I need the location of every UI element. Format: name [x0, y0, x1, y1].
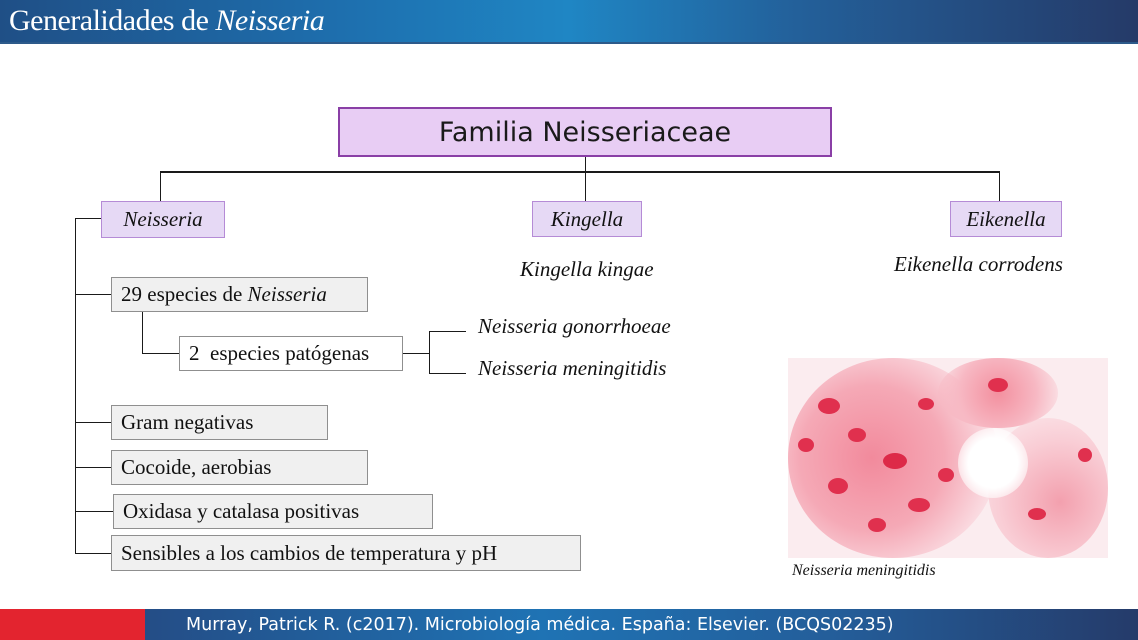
- branch-gram: [75, 422, 111, 423]
- nucleus: [818, 398, 840, 414]
- title-italic: Neisseria: [215, 4, 325, 37]
- species-count-text: 29 especies de: [121, 282, 248, 306]
- genus-eikenella-box: Eikenella: [950, 201, 1062, 237]
- nucleus: [1028, 508, 1046, 520]
- trait-oxidasa-catalasa: Oxidasa y catalasa positivas: [113, 494, 433, 529]
- branch-neisseria: [75, 218, 101, 219]
- title-prefix: Generalidades de: [9, 4, 216, 37]
- cell-blob: [958, 428, 1028, 498]
- nucleus: [908, 498, 930, 512]
- species-eikenella-corrodens: Eikenella corrodens: [894, 252, 1063, 276]
- nucleus: [883, 453, 907, 469]
- slide-header: [0, 0, 1138, 44]
- nucleus: [988, 378, 1008, 392]
- species-neisseria-meningitidis: Neisseria meningitidis: [478, 356, 667, 380]
- pathogen-stem: [402, 353, 429, 354]
- eikenella-drop-line: [999, 171, 1000, 202]
- pathogenic-species-box: [179, 336, 403, 371]
- pathogen-fork-top: [429, 331, 466, 332]
- pathogen-fork-bottom: [429, 373, 466, 374]
- sub-branch-vertical: [142, 311, 143, 353]
- slide-title: [9, 2, 324, 40]
- trait-gram-negativas: Gram negativas: [111, 405, 328, 440]
- footer-citation: Murray, Patrick R. (c2017). Microbiología médica. España: Elsevier. (BCQS02235): [186, 615, 894, 635]
- nucleus: [828, 478, 848, 494]
- pathogenic-label: 2 especies patógenas: [189, 341, 370, 365]
- species-neisseria-gonorrhoeae: Neisseria gonorrhoeae: [478, 314, 671, 338]
- genus-kingella-box: Kingella: [532, 201, 642, 237]
- branch-29-especies: [75, 294, 111, 295]
- micrograph-image: [788, 358, 1108, 558]
- nucleus: [798, 438, 814, 452]
- footer-accent-bar: [0, 609, 145, 640]
- branch-cocoide: [75, 467, 111, 468]
- left-trunk-line: [75, 218, 76, 554]
- neisseria-drop-line: [160, 172, 161, 202]
- pathogen-fork-vertical: [429, 331, 430, 374]
- branch-sensibles: [75, 553, 111, 554]
- nucleus: [848, 428, 866, 442]
- trait-sensibles-temperatura-ph: Sensibles a los cambios de temperatura y pH: [111, 535, 581, 571]
- micrograph-caption: Neisseria meningitidis: [792, 562, 936, 579]
- branch-oxidasa: [75, 511, 113, 512]
- nucleus: [938, 468, 954, 482]
- nucleus: [868, 518, 886, 532]
- genus-horizontal-line: [160, 171, 1000, 173]
- species-kingella-kingae: Kingella kingae: [520, 257, 654, 281]
- root-connector-line: [585, 156, 586, 202]
- species-count-box: [111, 277, 368, 312]
- nucleus: [918, 398, 934, 410]
- root-family-box: Familia Neisseriaceae: [338, 107, 832, 157]
- species-count-genus: Neisseria: [247, 282, 327, 306]
- trait-cocoide-aerobias: Cocoide, aerobias: [111, 450, 368, 485]
- nucleus: [1078, 448, 1092, 462]
- genus-neisseria-box: Neisseria: [101, 201, 225, 238]
- sub-branch-horizontal: [142, 353, 179, 354]
